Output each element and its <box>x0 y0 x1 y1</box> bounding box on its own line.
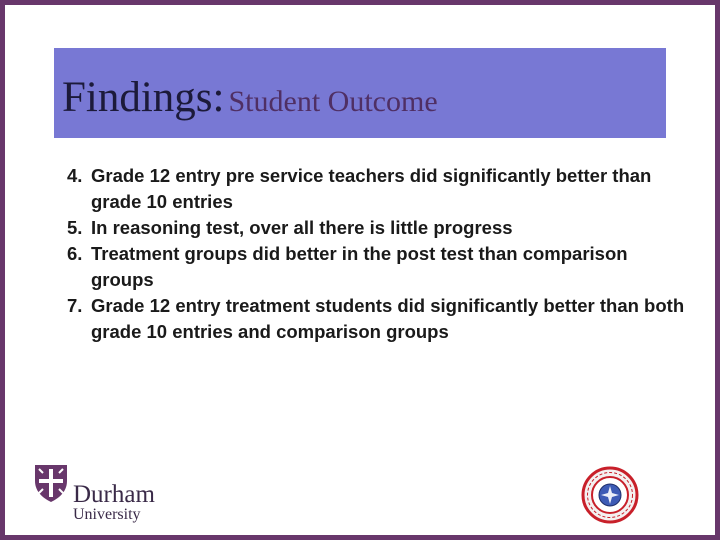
finding-number: 6. <box>67 243 83 264</box>
finding-item <box>67 241 687 293</box>
university-seal-icon <box>581 466 639 524</box>
finding-text: Grade 12 entry treatment students did significantly better than both grade 10 entries and comparison groups <box>91 295 685 342</box>
slide-title <box>62 73 438 122</box>
finding-item <box>67 293 687 345</box>
finding-item <box>67 215 687 241</box>
finding-number: 5. <box>67 217 83 238</box>
durham-university-logo <box>33 463 183 523</box>
university-wordmark: University <box>73 506 141 523</box>
finding-number: 4. <box>67 165 83 186</box>
finding-text: In reasoning test, over all there is little progress <box>91 217 513 238</box>
title-sub: Student Outcome <box>228 85 438 118</box>
title-main: Findings: <box>62 74 225 121</box>
finding-number: 7. <box>67 295 83 316</box>
finding-text: Grade 12 entry pre service teachers did significantly better than grade 10 entries <box>91 165 652 212</box>
durham-shield-icon <box>33 463 69 503</box>
finding-text: Treatment groups did better in the post test than comparison groups <box>91 243 628 290</box>
findings-list <box>67 163 687 345</box>
title-bar <box>54 48 666 138</box>
finding-item <box>67 163 687 215</box>
durham-wordmark: Durham <box>73 481 155 508</box>
